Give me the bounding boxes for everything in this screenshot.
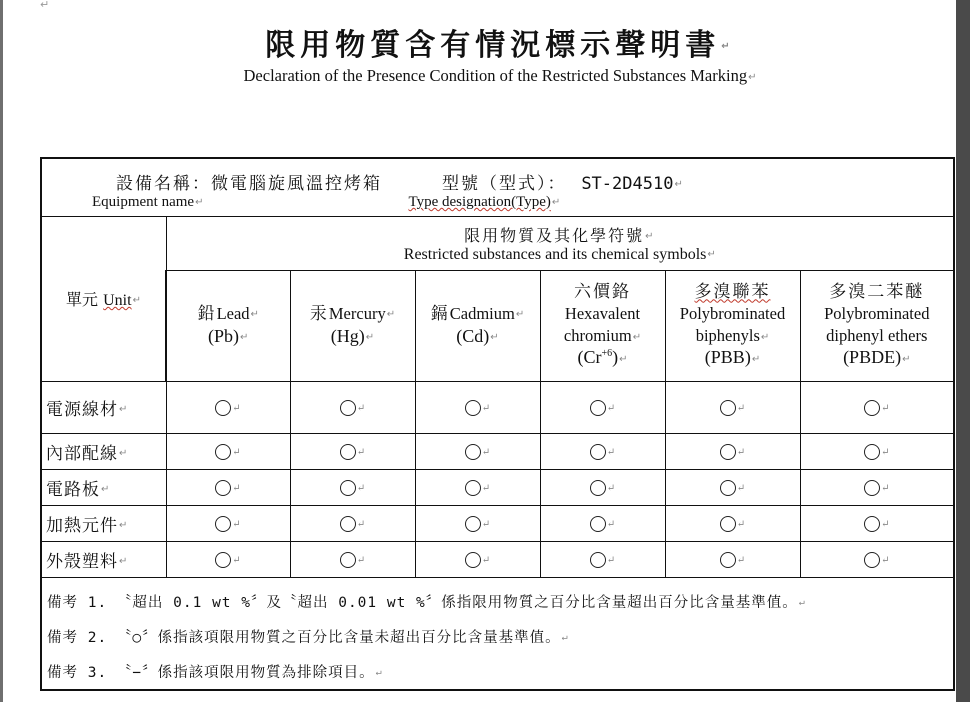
note-2: 備考 2. 〝○〞係指該項限用物質之百分比含量未超出百分比含量基準值。↵ (47, 629, 569, 646)
substance-name-line1: Polybrominated (679, 304, 786, 324)
table-cell: ↵ (415, 541, 540, 577)
circle-mark-icon (215, 516, 231, 532)
circle-mark-icon (864, 480, 880, 496)
circle-mark-icon (590, 516, 606, 532)
substance-pbb: 多溴聯苯 Polybrominated biphenyls↵ (PBB)↵ (665, 270, 800, 381)
table-cell: ↵ (415, 433, 540, 469)
row-label: 加熱元件↵ (41, 505, 166, 541)
table-cell: ↵ (540, 505, 665, 541)
substance-zh: 汞 (309, 303, 329, 324)
table-row (41, 381, 954, 433)
substance-symbol: (Cr (577, 347, 602, 368)
substance-name-line1: Polybrominated (824, 304, 930, 324)
title-en-text: Declaration of the Presence Condition of the Restricted Substances Marking (243, 66, 748, 85)
row-label: 內部配線↵ (41, 433, 166, 469)
table-row (41, 541, 954, 577)
substance-name-line2: diphenyl ethers (826, 325, 928, 345)
header-row-2 (41, 270, 954, 381)
substance-symbol-close: ) (612, 347, 619, 368)
paragraph-mark: ↵ (748, 71, 757, 83)
paragraph-mark: ↵ (707, 249, 716, 261)
table-cell: ↵ (540, 433, 665, 469)
document-title-zh (0, 20, 970, 64)
row-label: 外殼塑料↵ (41, 541, 166, 577)
substance-name: Mercury (328, 303, 386, 323)
unit-header (41, 216, 166, 381)
type-label-zh: 型號（型式）： (442, 174, 567, 194)
table-cell: ↵ (665, 469, 800, 505)
equipment-cell (41, 158, 954, 216)
circle-mark-icon (590, 444, 606, 460)
substances-table (40, 157, 955, 691)
circle-mark-icon (720, 480, 736, 496)
table-cell: ↵ (290, 505, 415, 541)
circle-mark-icon (864, 400, 880, 416)
table-cell: ↵ (166, 541, 290, 577)
table-cell: ↵ (166, 381, 290, 433)
restricted-header (166, 216, 954, 270)
circle-mark-icon (340, 552, 356, 568)
equipment-line-zh (116, 169, 685, 194)
window-left-edge (0, 0, 3, 702)
note-1: 備考 1. 〝超出 0.1 wt %〞及〝超出 0.01 wt %〞係指限用物質之百分比含量超出百分比含量基準值。↵ (47, 594, 806, 611)
circle-mark-icon (465, 444, 481, 460)
table-cell: ↵ (415, 505, 540, 541)
substance-lead: 鉛Lead↵ (Pb)↵ (166, 270, 290, 381)
substance-hexavalent-chromium: 六價鉻 Hexavalent chromium↵ $(Cr^{+6})↵$ (540, 270, 665, 381)
substance-name-line2: biphenyls (695, 325, 760, 345)
table-cell: ↵ (540, 469, 665, 505)
circle-mark-icon (465, 552, 481, 568)
substance-zh: 多溴二苯醚 (829, 282, 925, 303)
circle-mark-icon (590, 400, 606, 416)
table-cell: ↵ (290, 469, 415, 505)
equipment-row (41, 158, 954, 216)
circle-mark-icon (864, 444, 880, 460)
paragraph-mark: ↵ (551, 197, 561, 209)
table-row (41, 505, 954, 541)
table-cell: ↵ (540, 541, 665, 577)
table-cell: ↵ (415, 381, 540, 433)
table-cell: ↵ (800, 433, 954, 469)
paragraph-mark: ↵ (195, 197, 204, 209)
substance-symbol-superscript: +6 (601, 348, 613, 360)
window-right-scrollbar[interactable] (956, 0, 970, 702)
circle-mark-icon (720, 516, 736, 532)
row-label: 電源線材↵ (41, 381, 166, 433)
restricted-header-zh: 限用物質及其化學符號 (464, 225, 645, 245)
table-cell: ↵ (665, 433, 800, 469)
circle-mark-icon (340, 480, 356, 496)
header-row-1 (41, 216, 954, 270)
notes-row (41, 577, 954, 690)
circle-mark-icon (215, 400, 231, 416)
paragraph-mark: ↵ (40, 0, 50, 11)
table-cell: ↵ (166, 433, 290, 469)
table-cell: ↵ (540, 381, 665, 433)
substance-mercury: 汞Mercury↵ (Hg)↵ (290, 270, 415, 381)
table-cell: ↵ (665, 381, 800, 433)
circle-mark-icon (465, 480, 481, 496)
table-cell: ↵ (800, 505, 954, 541)
table-cell: ↵ (800, 469, 954, 505)
substance-symbol: (PBB) (704, 347, 751, 368)
notes-cell (41, 577, 954, 690)
row-label: 電路板↵ (41, 469, 166, 505)
substance-symbol: (PBDE) (843, 347, 902, 368)
paragraph-mark: ↵ (721, 41, 735, 52)
paragraph-mark: ↵ (674, 178, 685, 190)
circle-mark-icon (215, 444, 231, 460)
type-value: ST-2D4510 (581, 174, 674, 194)
restricted-header-en: Restricted substances and its chemical symbols (403, 245, 707, 263)
circle-mark-icon (340, 444, 356, 460)
circle-mark-icon (590, 552, 606, 568)
substance-zh: 六價鉻 (574, 282, 631, 303)
circle-mark-icon (720, 444, 736, 460)
substance-name: Cadmium (449, 303, 515, 323)
circle-mark-icon (720, 400, 736, 416)
substance-symbol: (Cd) (456, 325, 490, 346)
substance-name-line1: Hexavalent (564, 304, 641, 324)
table-cell: ↵ (800, 381, 954, 433)
substance-zh: 多溴聯苯 (694, 282, 771, 303)
circle-mark-icon (465, 516, 481, 532)
paragraph-mark: ↵ (645, 230, 656, 242)
table-cell: ↵ (665, 505, 800, 541)
circle-mark-icon (215, 552, 231, 568)
table-cell: ↵ (166, 469, 290, 505)
table-cell: ↵ (415, 469, 540, 505)
table-cell: ↵ (290, 433, 415, 469)
substance-name: Lead (216, 303, 250, 323)
substance-zh: 鎘 (430, 303, 450, 324)
substance-cadmium: 鎘Cadmium↵ (Cd)↵ (415, 270, 540, 381)
table-cell: ↵ (290, 541, 415, 577)
circle-mark-icon (215, 480, 231, 496)
substance-symbol: (Hg) (330, 325, 365, 346)
table-cell: ↵ (290, 381, 415, 433)
equipment-name-label-en: Equipment name (92, 194, 195, 210)
substance-zh: 鉛 (197, 303, 217, 324)
table-cell: ↵ (665, 541, 800, 577)
note-3: 備考 3. 〝−〞係指該項限用物質為排除項目。↵ (47, 664, 383, 681)
substance-name-line2: chromium (563, 325, 632, 345)
table-row (41, 433, 954, 469)
paragraph-mark: ↵ (132, 295, 141, 306)
type-label-en: Type designation(Type) (408, 194, 551, 210)
equipment-line-en (92, 194, 560, 211)
table-cell: ↵ (800, 541, 954, 577)
circle-mark-icon (720, 552, 736, 568)
circle-mark-icon (864, 552, 880, 568)
document-title-en (0, 66, 970, 86)
unit-header-zh: 單元 (66, 290, 99, 309)
unit-header-en: Unit (103, 292, 132, 309)
circle-mark-icon (590, 480, 606, 496)
equipment-name-label-zh: 設備名稱： (116, 174, 211, 194)
substance-symbol: (Pb) (208, 325, 240, 346)
substance-pbde: 多溴二苯醚 Polybrominated diphenyl ethers (PBDE)↵ (800, 270, 954, 381)
equipment-name-value: 微電腦旋風溫控烤箱 (211, 174, 382, 194)
table-cell: ↵ (166, 505, 290, 541)
circle-mark-icon (465, 400, 481, 416)
table-row (41, 469, 954, 505)
circle-mark-icon (340, 400, 356, 416)
circle-mark-icon (340, 516, 356, 532)
circle-mark-icon (864, 516, 880, 532)
title-zh-text: 限用物質含有情況標示聲明書 (265, 28, 721, 63)
